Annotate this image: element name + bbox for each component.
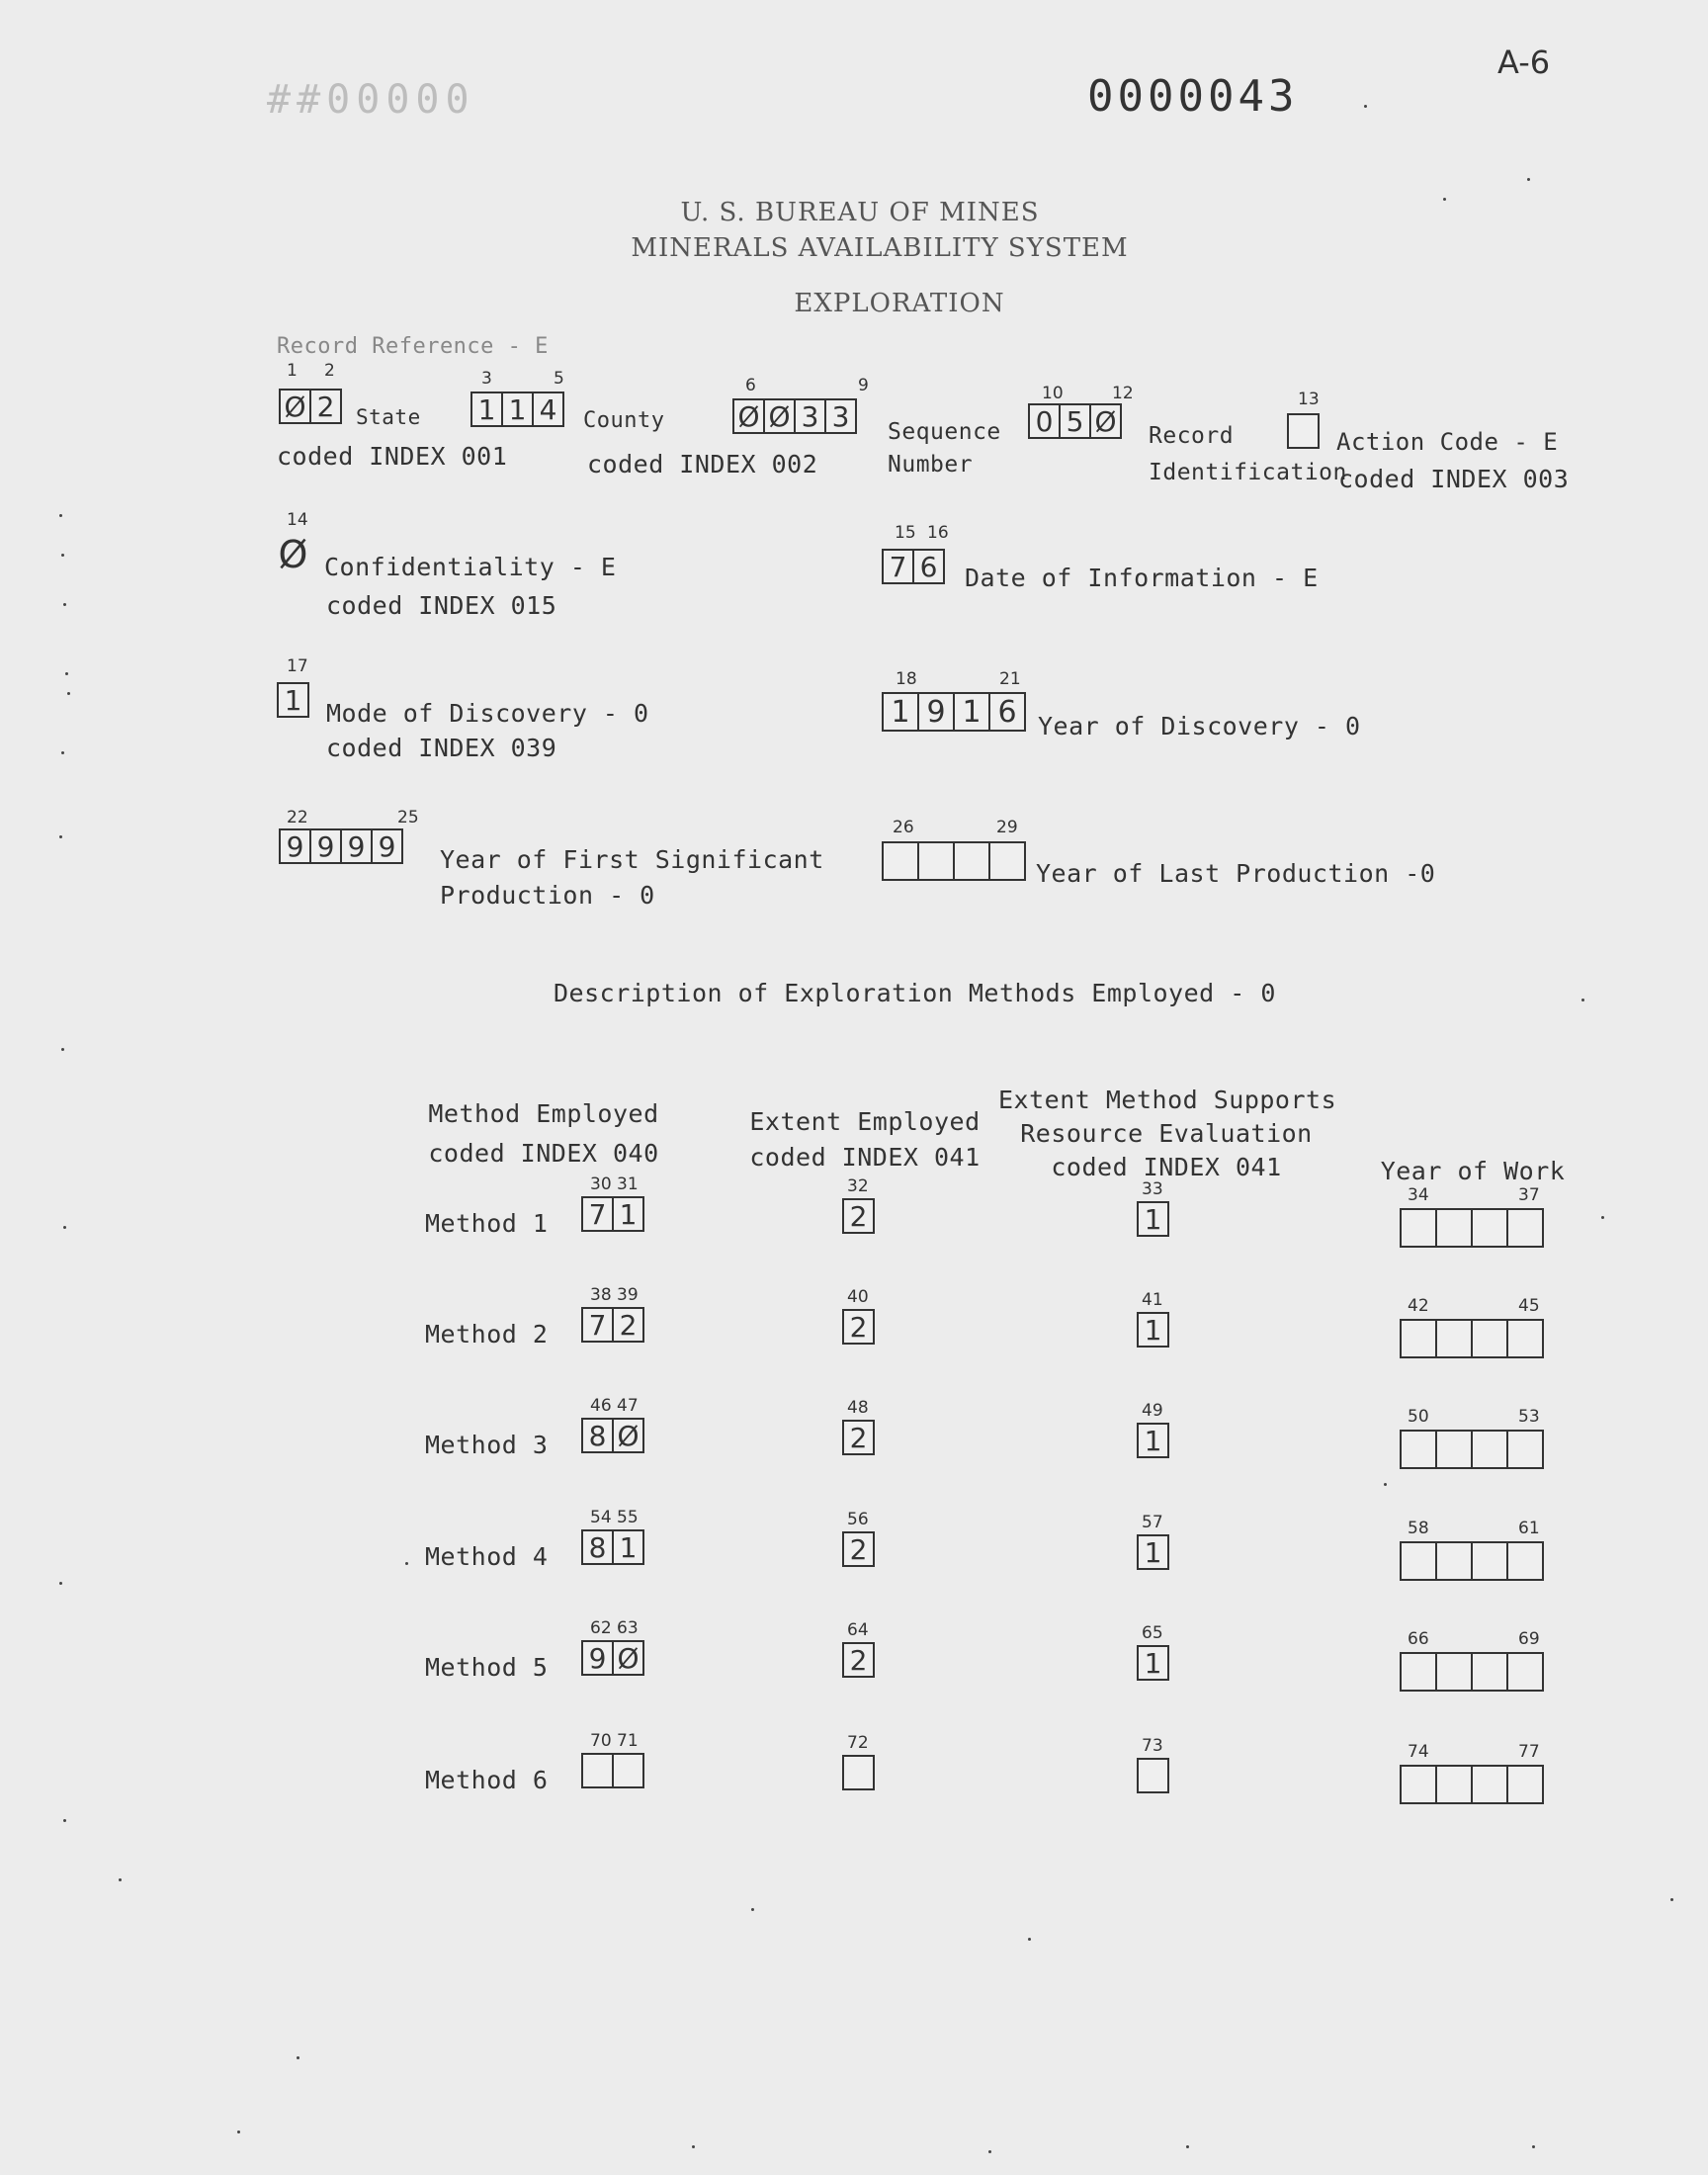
- year-digit-3[interactable]: [1471, 1208, 1508, 1248]
- support-box[interactable]: 1: [1137, 1534, 1169, 1570]
- method-code-digit-1[interactable]: [581, 1753, 614, 1788]
- year-col-end: 61: [1518, 1519, 1540, 1538]
- first-prod-col-end: 25: [397, 808, 419, 827]
- record-boxes: [1028, 403, 1120, 439]
- year-of-work-boxes: [1400, 1208, 1542, 1248]
- year-col-start: 34: [1408, 1185, 1429, 1205]
- action-index-label: coded INDEX 003: [1338, 465, 1570, 493]
- speckle: [751, 1908, 754, 1911]
- record-col-start: 10: [1042, 384, 1064, 403]
- year-digit-3[interactable]: [1471, 1319, 1508, 1358]
- year-of-work-boxes: [1400, 1652, 1542, 1692]
- speckle: [988, 2150, 991, 2153]
- confidentiality-boxes: [277, 533, 308, 576]
- extent-box[interactable]: 2: [842, 1309, 875, 1345]
- year-digit-2[interactable]: [1435, 1541, 1473, 1581]
- year-digit-4[interactable]: [1506, 1765, 1544, 1804]
- mode-box[interactable]: 1: [277, 682, 309, 718]
- methods-title: Description of Exploration Methods Employed - 0: [554, 979, 1276, 1007]
- support-col-num: 65: [1142, 1623, 1163, 1643]
- discovery-digit-2[interactable]: 9: [917, 692, 955, 732]
- year-col-start: 42: [1408, 1296, 1429, 1316]
- record-reference: Record Reference - E: [277, 334, 549, 359]
- action-code-box[interactable]: [1287, 413, 1320, 449]
- year-digit-3[interactable]: [1471, 1765, 1508, 1804]
- state-col-start: 1: [287, 361, 298, 381]
- support-boxes: [1137, 1201, 1167, 1237]
- discovery-col-start: 18: [896, 669, 917, 689]
- speckle: [1581, 999, 1584, 1001]
- system-line: MINERALS AVAILABILITY SYSTEM: [631, 233, 1129, 263]
- action-boxes: [1287, 413, 1318, 449]
- extent-boxes: [842, 1309, 873, 1345]
- state-boxes: [279, 389, 340, 424]
- date-label: Date of Information - E: [965, 564, 1319, 592]
- record-label: Record: [1149, 423, 1235, 449]
- extent-col-num: 64: [847, 1620, 869, 1640]
- confidentiality-col: 14: [287, 510, 308, 530]
- discovery-digit-1[interactable]: 1: [882, 692, 919, 732]
- method-code-digit-2[interactable]: Ø: [612, 1640, 644, 1676]
- year-of-work-boxes: [1400, 1541, 1542, 1581]
- year-digit-2[interactable]: [1435, 1652, 1473, 1692]
- year-col-start: 74: [1408, 1742, 1429, 1762]
- year-digit-4[interactable]: [1506, 1430, 1544, 1469]
- year-digit-4[interactable]: [1506, 1652, 1544, 1692]
- method-code-boxes: [581, 1753, 642, 1788]
- discovery-boxes: [882, 692, 1024, 732]
- support-boxes: [1137, 1534, 1167, 1570]
- support-boxes: [1137, 1758, 1167, 1793]
- col-support-head-3: coded INDEX 041: [1051, 1153, 1282, 1181]
- year-col-end: 37: [1518, 1185, 1540, 1205]
- county-boxes: [470, 392, 562, 427]
- record-digit-2[interactable]: 5: [1059, 403, 1091, 439]
- col-support-head-1: Extent Method Supports: [998, 1086, 1337, 1114]
- extent-boxes: [842, 1642, 873, 1678]
- mode-col: 17: [287, 656, 308, 676]
- method-col-nums: 38 39: [590, 1285, 639, 1305]
- mode-index-label: coded INDEX 039: [326, 734, 557, 762]
- support-box[interactable]: 1: [1137, 1312, 1169, 1348]
- extent-col-num: 72: [847, 1733, 869, 1753]
- speckle: [59, 835, 62, 838]
- county-digit-1[interactable]: 1: [470, 392, 503, 427]
- date-digit-1[interactable]: 7: [882, 549, 914, 584]
- speckle: [59, 1582, 62, 1585]
- speckle: [61, 751, 64, 754]
- first-prod-col-start: 22: [287, 808, 308, 827]
- extent-col-num: 48: [847, 1398, 869, 1418]
- sequence-boxes: [732, 398, 855, 434]
- speckle: [1532, 2145, 1535, 2148]
- sequence-digit-4[interactable]: 3: [824, 398, 857, 434]
- county-col-end: 5: [554, 369, 564, 389]
- faint-stamp: ##00000: [267, 77, 475, 123]
- speckle: [692, 2145, 695, 2148]
- last-prod-col-end: 29: [996, 818, 1018, 837]
- extent-boxes: [842, 1420, 873, 1455]
- speckle: [1670, 1898, 1673, 1901]
- method-code-boxes: [581, 1640, 642, 1676]
- col-method-head-1: Method Employed: [428, 1099, 659, 1128]
- year-col-end: 45: [1518, 1296, 1540, 1316]
- year-digit-2[interactable]: [1435, 1319, 1473, 1358]
- speckle: [297, 2056, 299, 2059]
- method-col-nums: 46 47: [590, 1396, 639, 1416]
- extent-col-num: 32: [847, 1176, 869, 1196]
- year-digit-4[interactable]: [1506, 1541, 1544, 1581]
- col-extent-head-1: Extent Employed: [749, 1107, 981, 1136]
- year-digit-1[interactable]: [1400, 1765, 1437, 1804]
- extent-boxes: [842, 1198, 873, 1234]
- method-code-boxes: [581, 1418, 642, 1453]
- extent-col-num: 56: [847, 1510, 869, 1529]
- speckle: [59, 514, 62, 517]
- year-digit-1[interactable]: [1400, 1319, 1437, 1358]
- extent-box[interactable]: 2: [842, 1420, 875, 1455]
- method-code-digit-2[interactable]: 1: [612, 1529, 644, 1565]
- first-prod-digit-1[interactable]: 9: [279, 828, 311, 864]
- date-boxes: [882, 549, 943, 584]
- discovery-label: Year of Discovery - 0: [1038, 712, 1361, 740]
- action-col: 13: [1298, 390, 1320, 409]
- speckle: [63, 603, 66, 606]
- support-box[interactable]: [1137, 1758, 1169, 1793]
- confidentiality-box[interactable]: Ø: [278, 533, 308, 576]
- method-code-digit-2[interactable]: 1: [612, 1196, 644, 1232]
- extent-box[interactable]: 2: [842, 1642, 875, 1678]
- year-col-start: 66: [1408, 1629, 1429, 1649]
- county-index-label: coded INDEX 002: [587, 450, 818, 478]
- speckle: [119, 1878, 122, 1881]
- support-boxes: [1137, 1312, 1167, 1348]
- extent-box[interactable]: 2: [842, 1531, 875, 1567]
- support-boxes: [1137, 1645, 1167, 1681]
- method-code-digit-1[interactable]: 7: [581, 1307, 614, 1343]
- method-code-boxes: [581, 1196, 642, 1232]
- col-extent-head-2: coded INDEX 041: [749, 1143, 981, 1172]
- support-col-num: 73: [1142, 1736, 1163, 1756]
- year-digit-3[interactable]: [1471, 1430, 1508, 1469]
- first-prod-boxes: [279, 828, 401, 864]
- year-col-end: 69: [1518, 1629, 1540, 1649]
- document-number: 0000043: [1087, 71, 1299, 122]
- method-col-nums: 30 31: [590, 1174, 639, 1194]
- year-col-start: 58: [1408, 1519, 1429, 1538]
- year-of-work-boxes: [1400, 1319, 1542, 1358]
- year-digit-3[interactable]: [1471, 1652, 1508, 1692]
- speckle: [67, 692, 70, 695]
- extent-box[interactable]: 2: [842, 1198, 875, 1234]
- year-digit-4[interactable]: [1506, 1208, 1544, 1248]
- sequence-digit-3[interactable]: 3: [794, 398, 826, 434]
- county-digit-2[interactable]: 1: [501, 392, 534, 427]
- col-year-head: Year of Work: [1380, 1157, 1566, 1185]
- section-title: EXPLORATION: [794, 289, 1005, 318]
- mode-label: Mode of Discovery - 0: [326, 699, 649, 728]
- year-digit-1[interactable]: [1400, 1541, 1437, 1581]
- method-code-digit-1[interactable]: 7: [581, 1196, 614, 1232]
- state-index-label: coded INDEX 001: [277, 442, 508, 471]
- year-col-end: 77: [1518, 1742, 1540, 1762]
- extent-boxes: [842, 1755, 873, 1790]
- speckle: [1186, 2145, 1189, 2148]
- speckle: [1028, 1938, 1031, 1941]
- year-digit-1[interactable]: [1400, 1652, 1437, 1692]
- year-digit-2[interactable]: [1435, 1430, 1473, 1469]
- support-col-num: 57: [1142, 1513, 1163, 1532]
- speckle: [61, 1048, 64, 1051]
- speckle: [1601, 1216, 1604, 1219]
- record-digit-1[interactable]: 0: [1028, 403, 1061, 439]
- year-col-end: 53: [1518, 1407, 1540, 1427]
- mode-boxes: [277, 682, 307, 718]
- year-col-start: 50: [1408, 1407, 1429, 1427]
- speckle: [1527, 178, 1530, 181]
- first-prod-label: Year of First Significant: [440, 845, 824, 874]
- col-support-head-2: Resource Evaluation: [1020, 1119, 1313, 1148]
- last-prod-digit-1[interactable]: [882, 841, 919, 881]
- col-method-head-2: coded INDEX 040: [428, 1139, 659, 1168]
- sequence-digit-2[interactable]: Ø: [763, 398, 796, 434]
- sequence-digit-1[interactable]: Ø: [732, 398, 765, 434]
- year-digit-1[interactable]: [1400, 1208, 1437, 1248]
- page-reference: A-6: [1497, 44, 1551, 81]
- last-prod-digit-2[interactable]: [917, 841, 955, 881]
- extent-box[interactable]: [842, 1755, 875, 1790]
- method-code-digit-2[interactable]: 2: [612, 1307, 644, 1343]
- confidentiality-index-label: coded INDEX 015: [326, 591, 557, 620]
- support-col-num: 33: [1142, 1179, 1163, 1199]
- extent-boxes: [842, 1531, 873, 1567]
- support-box[interactable]: 1: [1137, 1423, 1169, 1458]
- discovery-digit-3[interactable]: 1: [953, 692, 990, 732]
- method-code-digit-1[interactable]: 9: [581, 1640, 614, 1676]
- date-col-end: 16: [927, 523, 949, 543]
- method-label: Method 6: [425, 1766, 549, 1794]
- year-of-work-boxes: [1400, 1430, 1542, 1469]
- method-code-digit-1[interactable]: 8: [581, 1529, 614, 1565]
- sequence-label-2: Number: [888, 452, 974, 478]
- record-label-2: Identification: [1149, 460, 1347, 485]
- support-col-num: 49: [1142, 1401, 1163, 1421]
- support-boxes: [1137, 1423, 1167, 1458]
- method-label: Method 2: [425, 1320, 549, 1348]
- discovery-digit-4[interactable]: 6: [988, 692, 1026, 732]
- first-prod-digit-3[interactable]: 9: [340, 828, 373, 864]
- action-label: Action Code - E: [1336, 428, 1559, 456]
- confidentiality-label: Confidentiality - E: [324, 553, 617, 581]
- support-col-num: 41: [1142, 1290, 1163, 1310]
- method-col-nums: 70 71: [590, 1731, 639, 1751]
- method-label: Method 5: [425, 1653, 549, 1682]
- date-col-start: 15: [895, 523, 916, 543]
- date-digit-2[interactable]: 6: [912, 549, 945, 584]
- method-code-digit-1[interactable]: 8: [581, 1418, 614, 1453]
- county-digit-3[interactable]: 4: [532, 392, 564, 427]
- county-col-start: 3: [481, 369, 492, 389]
- state-col-end: 2: [324, 361, 335, 381]
- first-prod-label-2: Production - 0: [440, 881, 655, 910]
- speckle: [63, 1819, 66, 1822]
- last-prod-col-start: 26: [893, 818, 914, 837]
- speckle: [65, 672, 68, 675]
- state-digit-1[interactable]: Ø: [279, 389, 311, 424]
- year-digit-3[interactable]: [1471, 1541, 1508, 1581]
- year-digit-2[interactable]: [1435, 1765, 1473, 1804]
- year-digit-4[interactable]: [1506, 1319, 1544, 1358]
- method-label: Method 1: [425, 1209, 549, 1238]
- speckle: [237, 2131, 240, 2133]
- method-label: Method 4: [425, 1542, 549, 1571]
- sequence-col-start: 6: [745, 376, 756, 395]
- year-of-work-boxes: [1400, 1765, 1542, 1804]
- speckle: [1364, 105, 1367, 108]
- method-col-nums: 54 55: [590, 1508, 639, 1527]
- speckle: [63, 1226, 66, 1229]
- method-code-digit-2[interactable]: [612, 1753, 644, 1788]
- last-prod-digit-4[interactable]: [988, 841, 1026, 881]
- support-box[interactable]: 1: [1137, 1201, 1169, 1237]
- state-digit-2[interactable]: 2: [309, 389, 342, 424]
- first-prod-digit-4[interactable]: 9: [371, 828, 403, 864]
- method-code-digit-2[interactable]: Ø: [612, 1418, 644, 1453]
- method-code-boxes: [581, 1307, 642, 1343]
- county-label: County: [583, 408, 665, 433]
- speckle: [1443, 198, 1446, 201]
- speckle: [61, 554, 64, 557]
- sequence-label: Sequence: [888, 419, 1001, 445]
- year-digit-1[interactable]: [1400, 1430, 1437, 1469]
- first-prod-digit-2[interactable]: 9: [309, 828, 342, 864]
- sequence-col-end: 9: [858, 376, 869, 395]
- extent-col-num: 40: [847, 1287, 869, 1307]
- last-prod-digit-3[interactable]: [953, 841, 990, 881]
- record-digit-3[interactable]: Ø: [1089, 403, 1122, 439]
- method-code-boxes: [581, 1529, 642, 1565]
- method-label: Method 3: [425, 1431, 549, 1459]
- support-box[interactable]: 1: [1137, 1645, 1169, 1681]
- speckle: [1384, 1483, 1387, 1486]
- record-col-end: 12: [1112, 384, 1134, 403]
- state-label: State: [356, 405, 421, 429]
- agency-line: U. S. BUREAU OF MINES: [680, 198, 1040, 227]
- speckle: [405, 1562, 408, 1565]
- year-digit-2[interactable]: [1435, 1208, 1473, 1248]
- discovery-col-end: 21: [999, 669, 1021, 689]
- method-col-nums: 62 63: [590, 1618, 639, 1638]
- last-prod-boxes: [882, 841, 1024, 881]
- last-prod-label: Year of Last Production -0: [1036, 859, 1436, 888]
